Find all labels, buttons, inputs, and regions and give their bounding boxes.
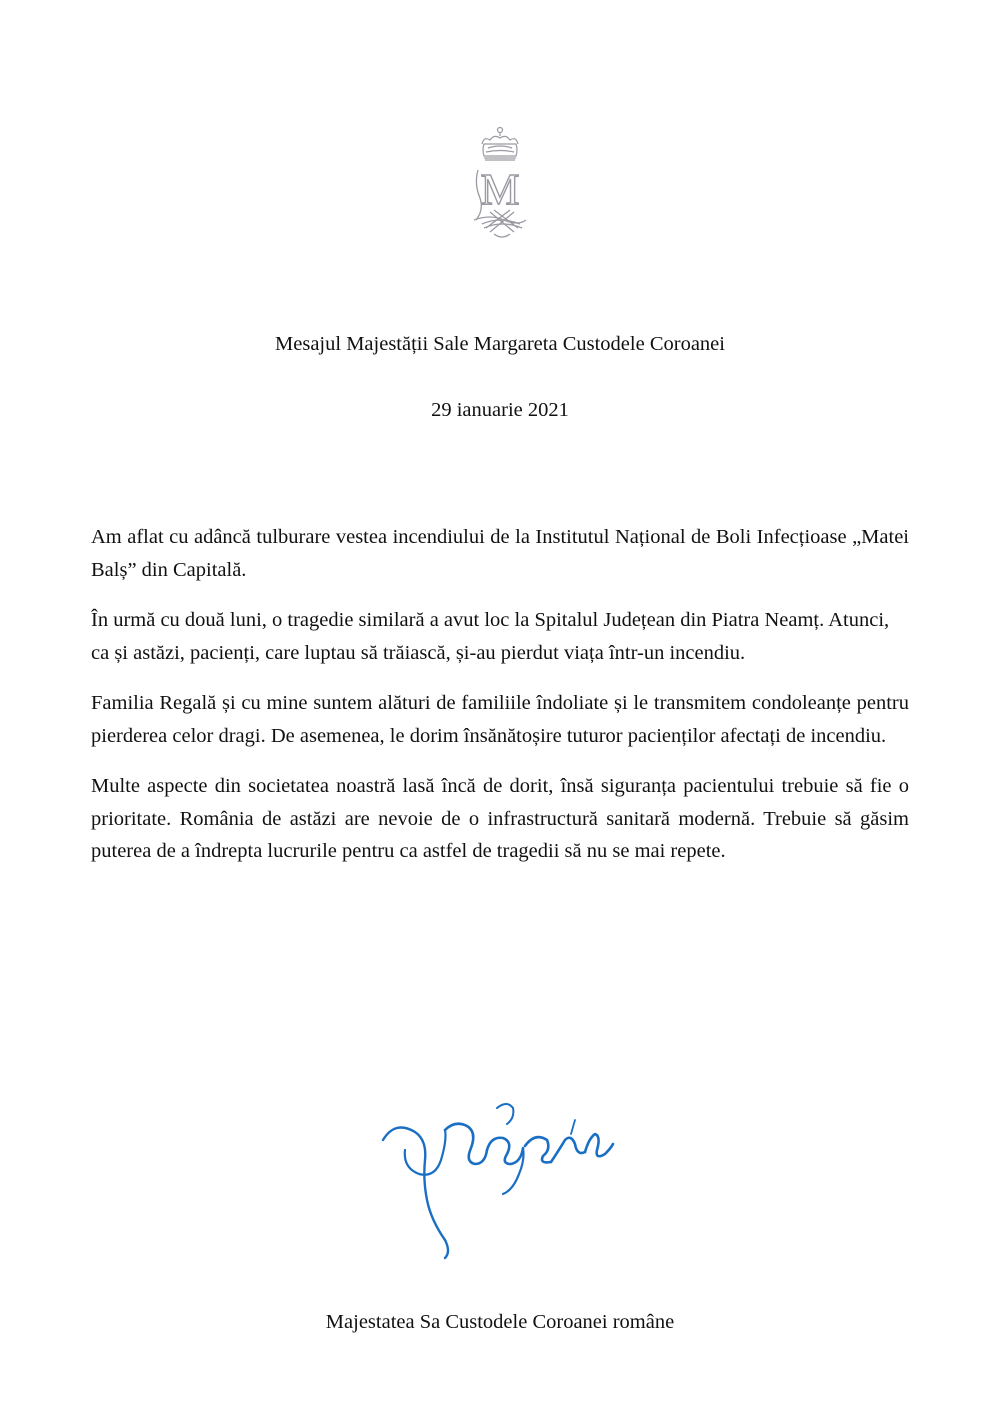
letter-date: 29 ianuarie 2021: [431, 399, 569, 421]
royal-monogram-crown-icon: [460, 124, 540, 242]
letter-title: Mesajul Majestății Sale Margareta Custodele Coroanei: [275, 333, 725, 355]
paragraph-1: Am aflat cu adâncă tulburare vestea incendiului de la Institutul Național de Boli Infecțioase „Matei Balș” din Capitală.: [91, 526, 909, 581]
signatory-line: Majestatea Sa Custodele Coroanei române: [325, 1311, 675, 1333]
monogram-letter: M: [480, 165, 520, 214]
handwritten-signature: [375, 1090, 620, 1265]
paragraph-3: Familia Regală și cu mine suntem alături de familiile îndoliate și le transmitem condoleanțe pentru pierderea celor dragi. De asemenea, le dorim însănătoșire tuturor pacienților afectați de incendiu.: [91, 692, 909, 747]
letter-body: [91, 521, 909, 868]
paragraph-2: În urmă cu două luni, o tragedie similară a avut loc la Spitalul Județean din Piatra Neamț. Atunci, ca și astăzi, pacienți, care luptau să trăiască, și-au pierdut viața într-un incendiu.: [91, 609, 890, 664]
paragraph-4: Multe aspecte din societatea noastră lasă încă de dorit, însă siguranța pacientului trebuie să fie o prioritate. România de astăzi are nevoie de o infrastructură sanitară modernă. Trebuie să găsim puterea de a îndrepta lucrurile pentru ca astfel de tragedii să nu se mai repete.: [91, 775, 909, 862]
